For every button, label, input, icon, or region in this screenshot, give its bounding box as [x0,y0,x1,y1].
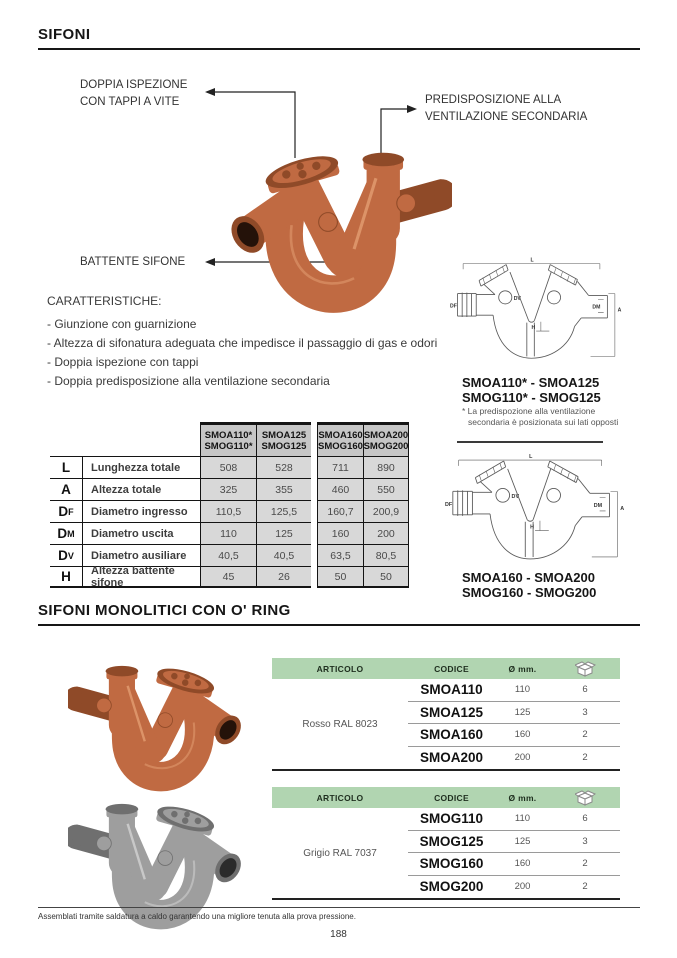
dim-value: 200,9 [363,500,409,522]
caratteristiche-item: - Giunzione con guarnizione [47,317,197,331]
dim-symbol: L [50,456,83,478]
pack-qty: 2 [582,881,588,893]
dim-value: 125,5 [256,500,311,522]
dimensions-table [50,422,409,588]
dim-col-header: SMOA160 SMOG160 [317,422,363,456]
product-code: SMOG200 [419,879,484,895]
dim-symbol: D F [50,500,83,522]
pack-qty: 2 [582,752,588,764]
tech-drawing-small [450,256,628,364]
dim-value: 460 [317,478,363,500]
callout-secondary-vent: PREDISPOSIZIONE ALLA VENTILAZIONE SECONDARIA [425,94,588,123]
column-header-codice: CODICE [434,663,469,674]
column-header-diameter: Ø mm. [508,792,537,803]
dim-label-DV: DV [511,494,520,501]
product-table-smoa [272,658,620,771]
dim-description: Altezza battente sifone [83,566,200,588]
dim-label-H: H [531,325,536,332]
dim-value: 26 [256,566,311,588]
caratteristiche-title: CARATTERISTICHE: [47,294,162,308]
tech-drawing-large [445,452,631,565]
color-group-label: Rosso RAL 8023 [302,718,378,730]
pack-qty: 6 [550,808,620,831]
pack-qty: 2 [550,853,620,876]
dim-label-DF: DF [445,502,453,509]
diameter-value: 160 [495,724,550,747]
product-code: SMOG110 [408,808,495,831]
dim-value: 50 [363,566,409,588]
product-table-header [272,787,620,808]
diameter-value: 110 [495,679,550,702]
dim-value: 45 [200,566,256,588]
product-code: SMOA160 [408,724,495,747]
dim-value: 110,5 [200,500,256,522]
diameter-value: 125 [495,702,550,725]
page-number: 188 [330,929,347,940]
dim-value: 40,5 [200,544,256,566]
footer-divider [38,907,640,908]
package-icon [575,790,596,806]
caratteristiche [47,294,477,391]
caratteristiche-item: - Doppia ispezione con tappi [47,355,199,369]
diameter-value: 200 [514,881,531,893]
product-table-smog [272,787,620,900]
product-table-header [272,658,620,679]
dim-col-header: SMOA110* SMOG110* [200,422,256,456]
dim-symbol: D V [50,544,83,566]
section-title-monolitici: SIFONI MONOLITICI CON O' RING [38,602,640,626]
dim-label-DV: DV [513,296,521,303]
dim-value: 890 [363,456,409,478]
caratteristiche-item: - Altezza di sifonatura adeguata che impedisce il passaggio di gas e odori [47,336,438,350]
dim-value: 711 [317,456,363,478]
dim-value: 110 [200,522,256,544]
drawings-divider [457,441,603,443]
dim-value: 550 [363,478,409,500]
dim-value: 508 [200,456,256,478]
color-group-label: Grigio RAL 7037 [303,847,377,859]
pack-qty: 3 [550,831,620,854]
siphon-photo-main [202,126,452,319]
dim-col-header: SMOA125 SMOG125 [256,422,311,456]
dim-symbol: D M [50,522,83,544]
callout-double-inspection: DOPPIA ISPEZIONE CON TAPPI A VITE [80,79,188,108]
product-code: SMOA200 [419,750,484,766]
column-header-diameter: Ø mm. [508,663,537,674]
page-title-text: SIFONI [38,26,91,43]
dim-label-A: A [617,307,622,314]
product-code: SMOG160 [408,853,495,876]
callout-battente-sifone: BATTENTE SIFONE [80,256,186,268]
dim-description: Diametro uscita [83,522,200,544]
dim-value: 40,5 [256,544,311,566]
dim-label-H: H [530,524,535,531]
column-header-articolo: ARTICOLO [316,663,364,674]
dim-symbol: H [50,566,83,588]
dim-label-A: A [620,505,625,512]
dim-description: Altezza totale [83,478,200,500]
footer-note: Assemblati tramite saldatura a caldo garantendo una migliore tenuta alla prova pressione. [38,912,356,921]
dim-description: Diametro ingresso [83,500,200,522]
pack-qty: 2 [550,724,620,747]
product-table-body [272,808,620,900]
product-table-body [272,679,620,771]
caratteristiche-item: - Doppia predisposizione alla ventilazione secondaria [47,374,330,388]
column-header-articolo: ARTICOLO [316,792,364,803]
dim-value: 200 [363,522,409,544]
dim-value: 160,7 [317,500,363,522]
dim-label-DM: DM [592,304,601,311]
product-code: SMOA110 [408,679,495,702]
dim-label-DF: DF [450,303,457,310]
dim-label-DM: DM [593,503,603,510]
drawing1-caption: SMOA110* - SMOA125 SMOG110* - SMOG125 [462,375,601,405]
dim-label-L: L [529,454,533,461]
product-code: SMOA125 [408,702,495,725]
diameter-value: 200 [514,752,531,764]
dim-value: 50 [317,566,363,588]
dim-col-header: SMOA200 SMOG200 [363,422,409,456]
dim-value: 528 [256,456,311,478]
dim-value: 125 [256,522,311,544]
pack-qty: 3 [550,702,620,725]
diameter-value: 110 [495,808,550,831]
package-icon [575,661,596,677]
dim-label-L: L [530,257,534,264]
product-code: SMOG125 [408,831,495,854]
pack-qty: 6 [550,679,620,702]
dim-description: Diametro ausiliare [83,544,200,566]
siphon-photo-orange [68,645,264,796]
dim-value: 63,5 [317,544,363,566]
dim-description: Lunghezza totale [83,456,200,478]
dim-value: 160 [317,522,363,544]
dim-value: 355 [256,478,311,500]
page-title [38,26,640,50]
diameter-value: 125 [495,831,550,854]
drawing2-caption: SMOA160 - SMOA200 SMOG160 - SMOG200 [462,570,597,600]
drawing1-footnote: * La predispozione alla ventilazione secondaria è posizionata sui lati opposti [462,406,619,427]
dim-symbol: A [50,478,83,500]
column-header-codice: CODICE [434,792,469,803]
dim-value: 325 [200,478,256,500]
diameter-value: 160 [495,853,550,876]
dim-value: 80,5 [363,544,409,566]
